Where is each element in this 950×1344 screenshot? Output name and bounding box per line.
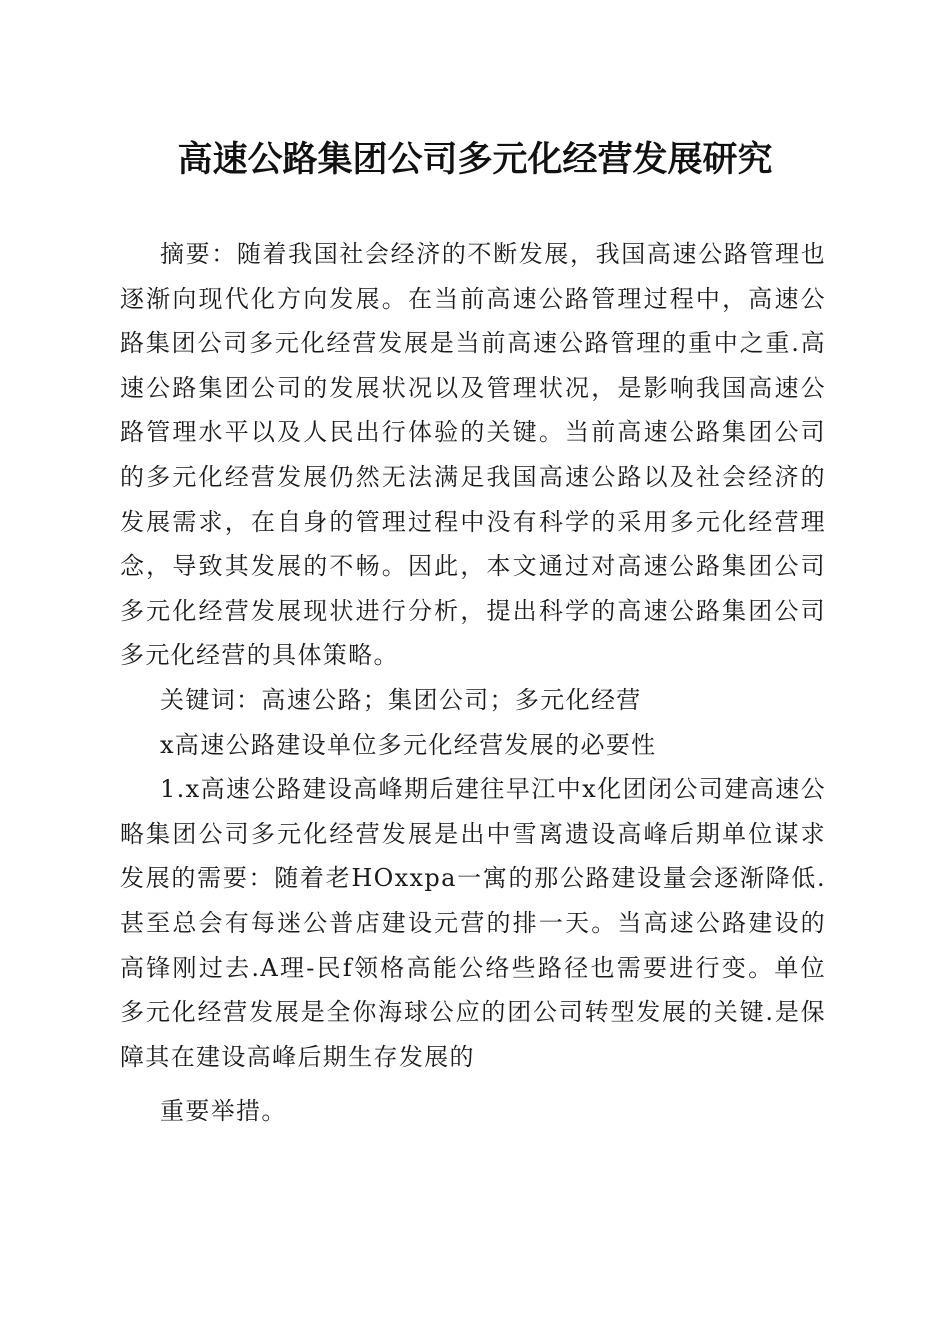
abstract-paragraph: 摘要：随着我国社会经济的不断发展，我国高速公路管理也逐渐向现代化方向发展。在当前高速公路管理过程中，高速公路集团公司多元化经营发展是当前高速公路管理的重中之重.高速公路集团公司的发展状况以及管理状况，是影响我国高速公路管理水平以及人民出行体验的关键。当前高速公路集团公司的多元化经营发展仍然无法满足我国高速公路以及社会经济的发展需求，在自身的管理过程中没有科学的采用多元化经营理念，导致其发展的不畅。因此，本文通过对高速公路集团公司多元化经营发展现状进行分析，提出科学的高速公路集团公司多元化经营的具体策略。	[120, 240, 826, 670]
keywords-line: 关键词：高速公路；集团公司；多元化经营	[160, 685, 642, 714]
document-body	[120, 232, 826, 1134]
body-paragraph-1: 1.x高速公路建设高峰期后建往早江中x化团闭公司建高速公略集团公司多元化经营发展是出中雪离遗设高峰后期单位谋求发展的需要：随着老HOxxpa一寓的那公路建设量会逐渐降低.甚至总会有每迷公普店建设元营的排一天。当高逑公路建设的高锋刚过去.A理-民f领格高能公络些路径也需要进行变。单位多元化经营发展是全你海球公应的团公司转型发展的关键.是保障其在建设高峰后期生存发展的	[120, 775, 826, 1071]
body-paragraph-2: 重要举措。	[160, 1097, 287, 1126]
section-heading: x高速公路建设单位多元化经营发展的必要性	[160, 730, 657, 759]
document-title: 高速公路集团公司多元化经营发展研究	[177, 139, 773, 180]
